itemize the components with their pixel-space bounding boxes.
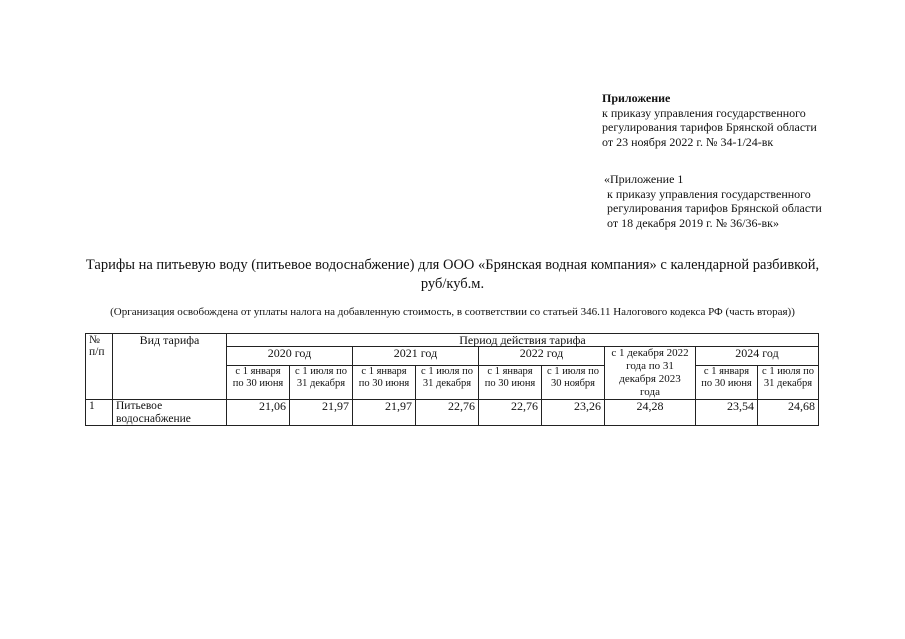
tariff-value: 23,26 — [542, 400, 605, 426]
header-num: № п/п — [86, 334, 113, 400]
year-2020: 2020 год — [227, 347, 353, 365]
dec-period: с 1 декабря 2022 года по 31 декабря 2023 года — [605, 347, 696, 400]
tariff-table — [85, 333, 819, 426]
appendix-block — [602, 91, 817, 149]
appendix-line: от 23 ноября 2022 г. № 34-1/24-вк — [602, 134, 774, 149]
tariff-value: 21,97 — [290, 400, 353, 426]
table-row — [86, 400, 819, 426]
appendix-heading: Приложение — [602, 91, 671, 105]
original-appendix-block — [604, 172, 822, 230]
title-unit: руб/куб.м. — [420, 276, 485, 292]
tariff-value: 21,06 — [227, 400, 290, 426]
original-appendix-line: от 18 декабря 2019 г. № 36/36-вк» — [607, 215, 779, 230]
original-appendix-line: регулирования тарифов Брянской области — [607, 201, 822, 216]
tariff-value: 24,28 — [605, 400, 696, 426]
subperiod: с 1 января по 30 июня — [353, 365, 416, 400]
subperiod: с 1 июля по 31 декабря — [758, 365, 819, 400]
year-2021: 2021 год — [353, 347, 479, 365]
subperiod: с 1 января по 30 июня — [479, 365, 542, 400]
year-2024: 2024 год — [696, 347, 819, 365]
original-appendix-heading: «Приложение 1 — [604, 172, 684, 186]
subperiod: с 1 июля по 31 декабря — [416, 365, 479, 400]
tariff-value: 24,68 — [758, 400, 819, 426]
subperiod: с 1 января по 30 июня — [696, 365, 758, 400]
year-2022: 2022 год — [479, 347, 605, 365]
tariff-value: 22,76 — [416, 400, 479, 426]
header-period: Период действия тарифа — [227, 334, 819, 347]
appendix-line: регулирования тарифов Брянской области — [602, 120, 817, 135]
row-type: Питьевое водоснабжение — [113, 400, 227, 426]
tariff-value: 22,76 — [479, 400, 542, 426]
header-type: Вид тарифа — [113, 334, 227, 400]
header-row — [86, 334, 819, 347]
tax-note: (Организация освобождена от уплаты налога на добавленную стоимость, в соответствии со статьей 346.11 Налогового кодекса РФ (часть вторая)) — [110, 306, 795, 318]
title-line: Тарифы на питьевую воду (питьевое водоснабжение) для ООО «Брянская водная компания» с календарной разбивкой, — [85, 257, 820, 273]
tariff-value: 23,54 — [696, 400, 758, 426]
row-num: 1 — [86, 400, 113, 426]
document-title — [0, 256, 905, 294]
subperiod: с 1 июля по 31 декабря — [290, 365, 353, 400]
original-appendix-line: к приказу управления государственного — [607, 186, 811, 201]
subperiod: с 1 января по 30 июня — [227, 365, 290, 400]
subperiod: с 1 июля по 30 ноября — [542, 365, 605, 400]
tariff-value: 21,97 — [353, 400, 416, 426]
appendix-line: к приказу управления государственного — [602, 105, 806, 120]
